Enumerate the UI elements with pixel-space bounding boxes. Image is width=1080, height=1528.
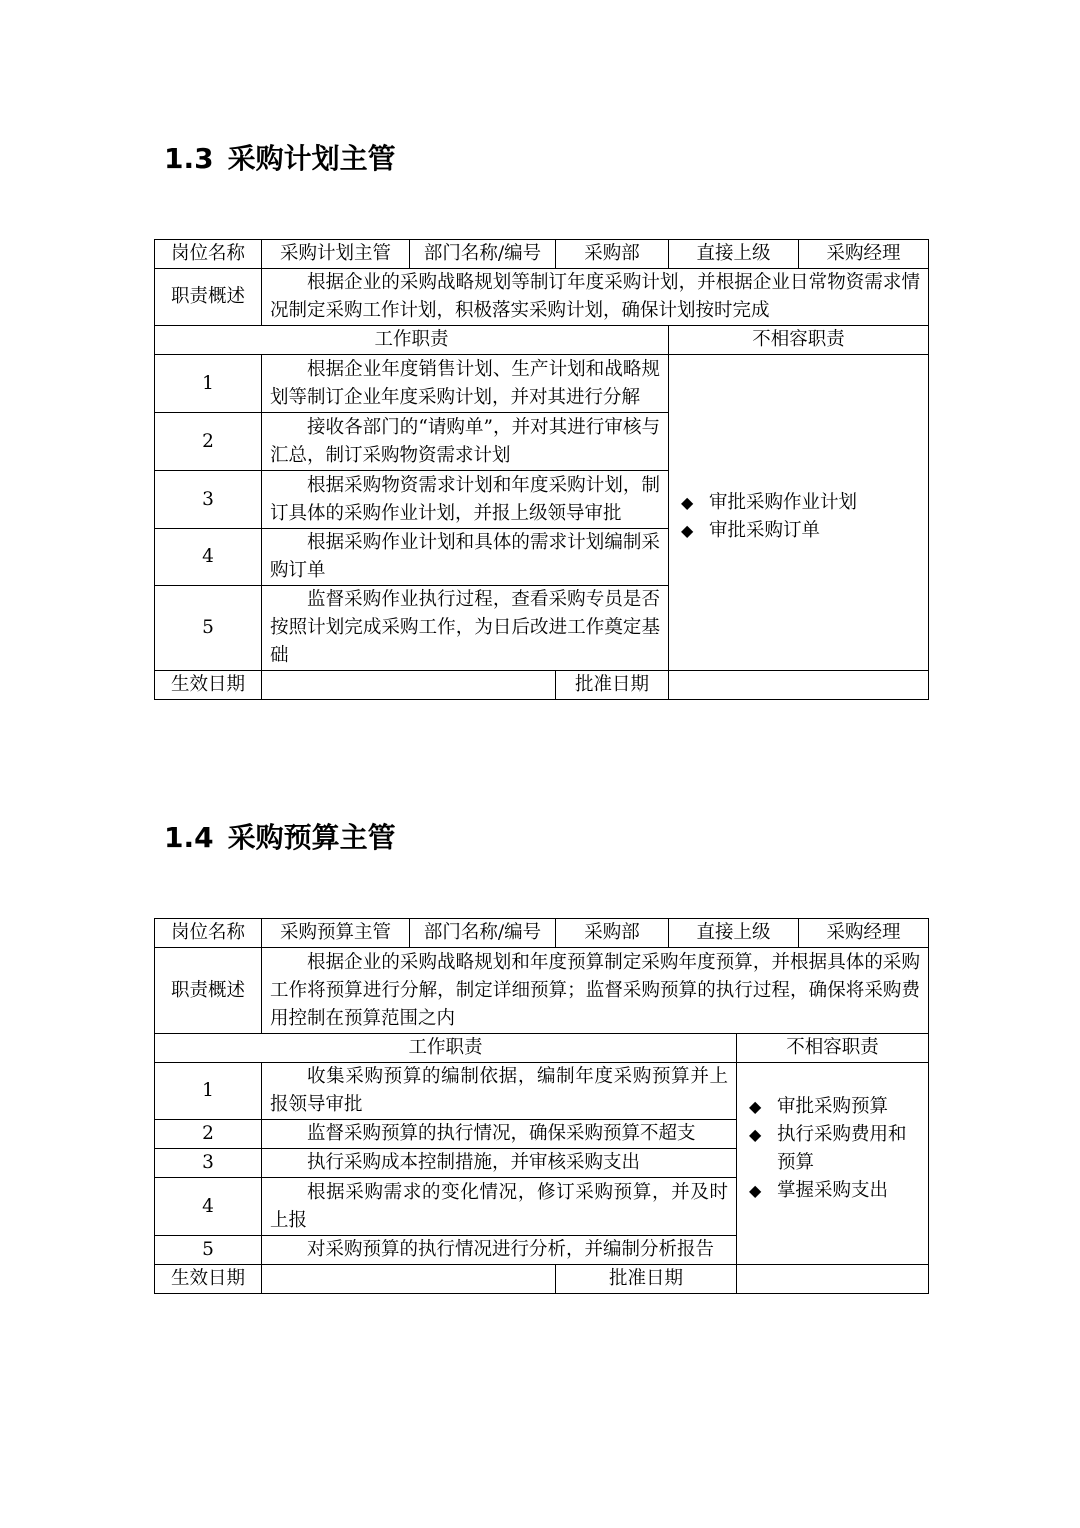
- incompatible-duty: 审批采购预算: [777, 1096, 889, 1117]
- dept-label: 部门名称/编号: [410, 240, 556, 269]
- incompatible-list: [745, 1093, 920, 1205]
- section-number: 1.3: [164, 142, 214, 175]
- incompatible-cell: [669, 355, 929, 671]
- dept-value: 采购部: [556, 240, 669, 269]
- duty-text: 对采购预算的执行情况进行分析，并编制分析报告: [262, 1236, 737, 1265]
- diamond-bullet-icon: ◆: [749, 1097, 762, 1116]
- effective-date-value: [262, 1265, 556, 1294]
- duty-number: 5: [155, 586, 262, 671]
- list-item: [745, 1093, 920, 1121]
- superior-label: 直接上级: [669, 240, 799, 269]
- duties-header: 工作职责: [155, 326, 669, 355]
- position-value: 采购计划主管: [262, 240, 410, 269]
- duty-number: 4: [155, 529, 262, 586]
- superior-value: 采购经理: [799, 240, 929, 269]
- duty-number: 3: [155, 1149, 262, 1178]
- job-description-table-1-3: [154, 239, 929, 700]
- duties-header: 工作职责: [155, 1034, 737, 1063]
- list-item: [745, 1177, 920, 1205]
- dept-value: 采购部: [556, 919, 669, 948]
- summary-label: 职责概述: [155, 948, 262, 1034]
- diamond-bullet-icon: ◆: [749, 1181, 762, 1200]
- superior-value: 采购经理: [799, 919, 929, 948]
- list-item: [745, 1121, 920, 1177]
- duty-number: 1: [155, 355, 262, 413]
- dept-label: 部门名称/编号: [410, 919, 556, 948]
- incompatible-cell: [737, 1063, 929, 1265]
- position-label: 岗位名称: [155, 240, 262, 269]
- incompatible-header: 不相容职责: [737, 1034, 929, 1063]
- duty-number: 2: [155, 1120, 262, 1149]
- incompatible-duty: 执行采购费用和预算: [777, 1124, 907, 1173]
- effective-date-value: [262, 671, 556, 700]
- summary-text: 根据企业的采购战略规划和年度预算制定采购年度预算，并根据具体的采购工作将预算进行分解，制定详细预算；监督采购预算的执行过程，确保将采购费用控制在预算范围之内: [262, 948, 929, 1034]
- section-title: 采购计划主管: [227, 142, 396, 175]
- position-label: 岗位名称: [155, 919, 262, 948]
- incompatible-duty: 掌握采购支出: [777, 1180, 889, 1201]
- approval-date-value: [737, 1265, 929, 1294]
- approval-date-value: [669, 671, 929, 700]
- approval-date-label: 批准日期: [556, 671, 669, 700]
- section-heading-1-3: [164, 139, 396, 179]
- duty-text: 接收各部门的“请购单”，并对其进行审核与汇总，制订采购物资需求计划: [262, 413, 669, 471]
- duty-text: 根据企业年度销售计划、生产计划和战略规划等制订企业年度采购计划，并对其进行分解: [262, 355, 669, 413]
- duty-number: 4: [155, 1178, 262, 1236]
- duty-number: 5: [155, 1236, 262, 1265]
- incompatible-duty: 审批采购订单: [709, 519, 821, 541]
- diamond-bullet-icon: ◆: [749, 1125, 762, 1144]
- duty-number: 2: [155, 413, 262, 471]
- approval-date-label: 批准日期: [556, 1265, 737, 1294]
- duty-text: 执行采购成本控制措施，并审核采购支出: [262, 1149, 737, 1178]
- list-item: [677, 517, 920, 545]
- duty-text: 收集采购预算的编制依据，编制年度采购预算并上报领导审批: [262, 1063, 737, 1120]
- section-number: 1.4: [164, 821, 214, 854]
- duty-text: 根据采购物资需求计划和年度采购计划，制订具体的采购作业计划，并报上级领导审批: [262, 471, 669, 529]
- summary-text: 根据企业的采购战略规划等制订年度采购计划，并根据企业日常物资需求情况制定采购工作计划，积极落实采购计划，确保计划按时完成: [262, 269, 929, 326]
- incompatible-header: 不相容职责: [669, 326, 929, 355]
- duty-number: 1: [155, 1063, 262, 1120]
- section-heading-1-4: [164, 818, 396, 858]
- duty-text: 监督采购预算的执行情况，确保采购预算不超支: [262, 1120, 737, 1149]
- position-value: 采购预算主管: [262, 919, 410, 948]
- job-description-table-1-4: [154, 918, 929, 1294]
- superior-label: 直接上级: [669, 919, 799, 948]
- summary-label: 职责概述: [155, 269, 262, 326]
- duty-number: 3: [155, 471, 262, 529]
- diamond-bullet-icon: ◆: [681, 520, 694, 540]
- duty-text: 根据采购需求的变化情况，修订采购预算，并及时上报: [262, 1178, 737, 1236]
- incompatible-duty: 审批采购作业计划: [709, 491, 858, 513]
- incompatible-list: [677, 489, 920, 545]
- section-title: 采购预算主管: [227, 821, 396, 854]
- effective-date-label: 生效日期: [155, 1265, 262, 1294]
- list-item: [677, 489, 920, 517]
- duty-text: 监督采购作业执行过程，查看采购专员是否按照计划完成采购工作，为日后改进工作奠定基础: [262, 586, 669, 671]
- diamond-bullet-icon: ◆: [681, 492, 694, 512]
- duty-text: 根据采购作业计划和具体的需求计划编制采购订单: [262, 529, 669, 586]
- effective-date-label: 生效日期: [155, 671, 262, 700]
